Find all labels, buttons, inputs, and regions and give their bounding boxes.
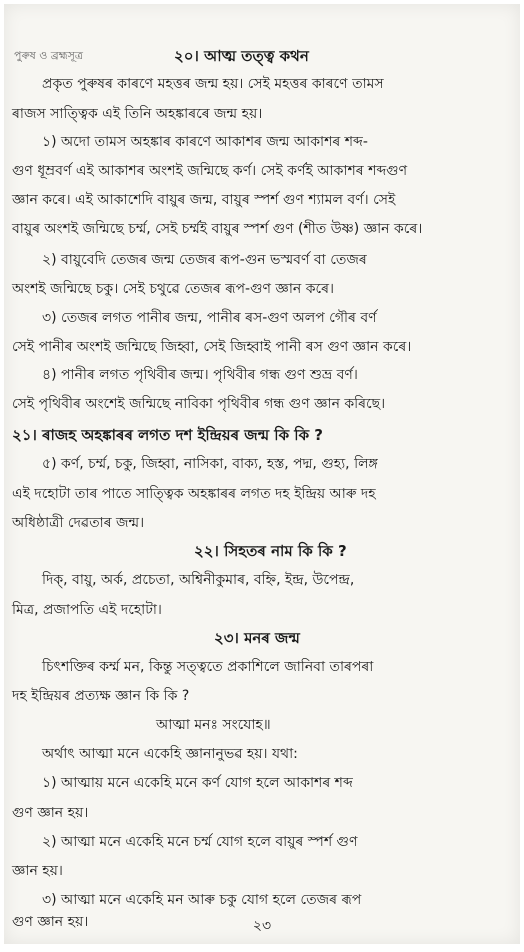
section-22-line-1: দিক্‌, বায়ু, অর্ক, প্রচেতা, অশ্বিনীকুমাৰ, বহ্নি, ইন্দ্র, উপেন্দ্র, [42, 572, 355, 588]
running-head: পুৰুষ ও ব্রহ্মসূত্ৰ [14, 49, 84, 62]
section-23-line-9: গুণ জ্ঞান হয়। [12, 914, 89, 930]
section-20-line-7: ২) বায়ুবেদি তেজৰ জন্ম তেজৰ ৰূপ-গুন ভস্মবর্ণ বা তেজৰ [42, 252, 367, 268]
section-23-line-8: ৩) আত্মা মনে একেহি মন আৰু চকু যোগ হলে তেজৰ ৰূপ [42, 892, 362, 908]
section-21-line-2: এই দহোটা তাৰ পাতে সাত্ত্বিক অহঙ্কাৰৰ লগত দহ ইন্দ্রিয় আৰু দহ [12, 486, 376, 502]
section-20-line-8: অংশই জন্মিছে চকু। সেই চথুৱে তেজৰ ৰূপ-গুণ জ্ঞান কৰে। [12, 281, 334, 297]
section-20-line-3: ১) অদো তামস অহঙ্কাৰ কাৰণে আকাশৰ জন্ম আকাশৰ শব্দ- [42, 134, 368, 150]
section-23-heading: ২৩। মনৰ জন্ম [214, 629, 300, 647]
section-20-line-2: ৰাজস সাত্ত্বিক এই তিনি অহঙ্কাৰৰে জন্ম হয়। [12, 106, 263, 122]
section-21-line-3: অধিষ্ঠাত্রী দেৱতাৰ জন্ম। [12, 515, 145, 531]
section-23-line-7: জ্ঞান হয়। [12, 863, 63, 879]
section-23-line-6: ২) আত্মা মনে একেহি মনে চর্ম্ম যোগ হলে বায়ুৰ স্পর্শ গুণ [42, 834, 358, 850]
section-20-heading: ২০। আত্ম তত্ত্ব কথন [174, 47, 309, 65]
section-21-line-1: ৫) কর্ণ, চর্ম্ম, চকু, জিহ্বা, নাসিকা, বাক্য, হস্ত, পদ্ম, গুহ্য, লিঙ্গ [42, 456, 378, 472]
section-20-line-9: ৩) তেজৰ লগত পানীৰ জন্ম, পানীৰ ৰস-গুণ অলপ গৌৰ বর্ণ [42, 310, 377, 326]
section-23-line-2: দহ ইন্দ্রিয়ৰ প্রত্যক্ষ জ্ঞান কি কি ? [12, 688, 190, 704]
section-20-line-4: গুণ ধূম্রবর্ণ এই আকাশৰ অংশই জন্মিছে কর্ণ। সেই কর্ণই আকাশৰ শব্দগুণ [12, 163, 408, 179]
section-20-line-11: ৪) পানীৰ লগত পৃথিবীৰ জন্ম। পৃথিবীৰ গন্ধ গুণ শুভ্র বর্ণ। [42, 367, 358, 383]
section-20-line-6: বায়ুৰ অংশই জন্মিছে চর্ম্ম, সেই চর্ম্মই বায়ুৰ স্পর্শ গুণ (শীত উষ্ণ) জ্ঞান কৰে। [12, 221, 423, 237]
section-20-line-12: সেই পৃথিবীৰ অংশেই জন্মিছে নাবিকা পৃথিবীৰ গন্ধ গুণ জ্ঞান কৰিছে। [12, 396, 386, 412]
section-22-heading: ২২। সিহতৰ নাম কি কি ? [194, 542, 347, 560]
section-23-line-4: ১) আত্মায় মনে একেহি মনে কর্ণ যোগ হলে আকাশৰ শব্দ [42, 775, 353, 791]
section-21-heading: ২১। ৰাজহ অহঙ্কাৰৰ লগত দশ ইন্দ্ৰিয়ৰ জন্ম কি কি ? [12, 426, 324, 444]
section-20-line-10: সেই পানীৰ অংশই জন্মিছে জিহ্বা, সেই জিহ্বাই পানী ৰস গুণ জ্ঞান কৰে। [12, 339, 412, 355]
section-20-line-1: প্রকৃত পুৰুষৰ কাৰণে মহত্তৰ জন্ম হয়। সেই মহত্তৰ কাৰণে তামস [42, 76, 384, 92]
section-23-verse: আত্মা মনঃ সংযোহ॥ [156, 717, 271, 733]
section-22-line-2: মিত্র, প্রজাপতি এই দহোটা। [12, 602, 162, 618]
section-23-line-5: গুণ জ্ঞান হয়। [12, 805, 89, 821]
page-number: ২৩ [252, 918, 272, 934]
section-23-line-1: চিৎশক্তিৰ কর্ম্ম মন, কিন্তু সত্ত্বতে প্রকাশিলে জানিবা তাৰপৰা [42, 659, 374, 675]
section-23-line-3: অর্থাৎ আত্মা মনে একেহি জ্ঞানানুভৱ হয়। যথা: [42, 746, 298, 762]
section-20-line-5: জ্ঞান কৰে। এই আকাশেদি বায়ুৰ জন্ম, বায়ুৰ স্পর্শ গুণ শ্যামল বৰ্ণ। সেই [12, 192, 396, 208]
document-page [4, 4, 520, 944]
